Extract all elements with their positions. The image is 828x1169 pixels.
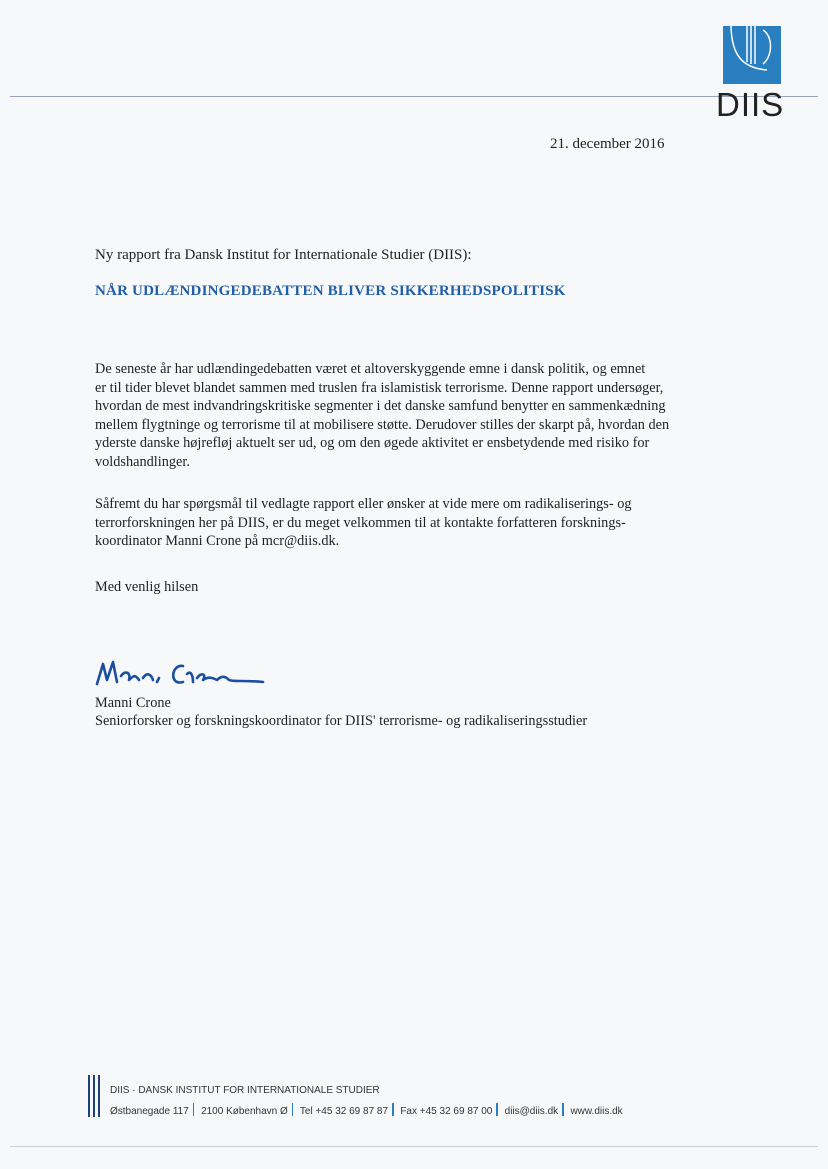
text-line: Såfremt du har spørgsmål til vedlagte rapport eller ønsker at vide mere om radikaliserings- og <box>95 496 632 512</box>
logo-text: DIIS <box>716 86 785 123</box>
footer-web[interactable]: www.diis.dk <box>570 1106 623 1117</box>
footer-fax: Fax +45 32 69 87 00 <box>400 1106 493 1117</box>
paragraph-2 <box>95 495 632 551</box>
footer-city: 2100 København Ø <box>201 1106 288 1117</box>
footer-contact <box>110 1103 623 1117</box>
handwritten-signature <box>93 652 268 697</box>
footer-rule <box>10 1146 818 1147</box>
text-line: mellem flygtninge og terrorisme til at mobilisere støtte. Derudover stilles der skarpt på, hvordan den <box>95 416 670 433</box>
text-line: De seneste år har udlændingedebatten været et altoverskyggende emne i dansk politik, og emnet <box>95 361 646 377</box>
signer-name: Manni Crone <box>95 695 171 711</box>
closing: Med venlig hilsen <box>95 579 199 595</box>
footer-email[interactable]: diis@diis.dk <box>504 1106 559 1117</box>
text-line: koordinator Manni Crone på mcr@diis.dk. <box>95 533 340 550</box>
diis-logo-icon <box>723 26 781 84</box>
footer-org: DIIS · DANSK INSTITUT FOR INTERNATIONALE STUDIER <box>110 1085 380 1096</box>
header-rule <box>10 96 818 97</box>
intro-line: Ny rapport fra Dansk Institut for Internationale Studier (DIIS): <box>95 247 472 263</box>
footer-address: Østbanegade 117 <box>110 1106 189 1117</box>
paragraph-1 <box>95 360 669 472</box>
footer-tel: Tel +45 32 69 87 87 <box>299 1106 389 1117</box>
text-line: terrorforskningen her på DIIS, er du meget velkommen til at kontakte forfatteren forsknings- <box>95 514 626 531</box>
headline: NÅR UDLÆNDINGEDEBATTEN BLIVER SIKKERHEDSPOLITISK <box>95 283 566 299</box>
text-line: yderste danske højrefløj aktuelt ser ud, og om den øgede aktivitet er ensbetydende med risiko for <box>95 435 650 452</box>
signer-title: Seniorforsker og forskningskoordinator for DIIS' terrorisme- og radikaliseringsstudier <box>95 713 588 729</box>
text-line: er til tider blevet blandet sammen med truslen fra islamistisk terrorisme. Denne rapport undersøger, <box>95 379 664 396</box>
letter-date: 21. december 2016 <box>550 136 665 152</box>
footer-bars-icon <box>88 1075 103 1122</box>
text-line: voldshandlinger. <box>95 453 190 470</box>
text-line: hvordan de mest indvandringskritiske segmenter i det danske samfund benytter en sammenkædning <box>95 398 666 415</box>
